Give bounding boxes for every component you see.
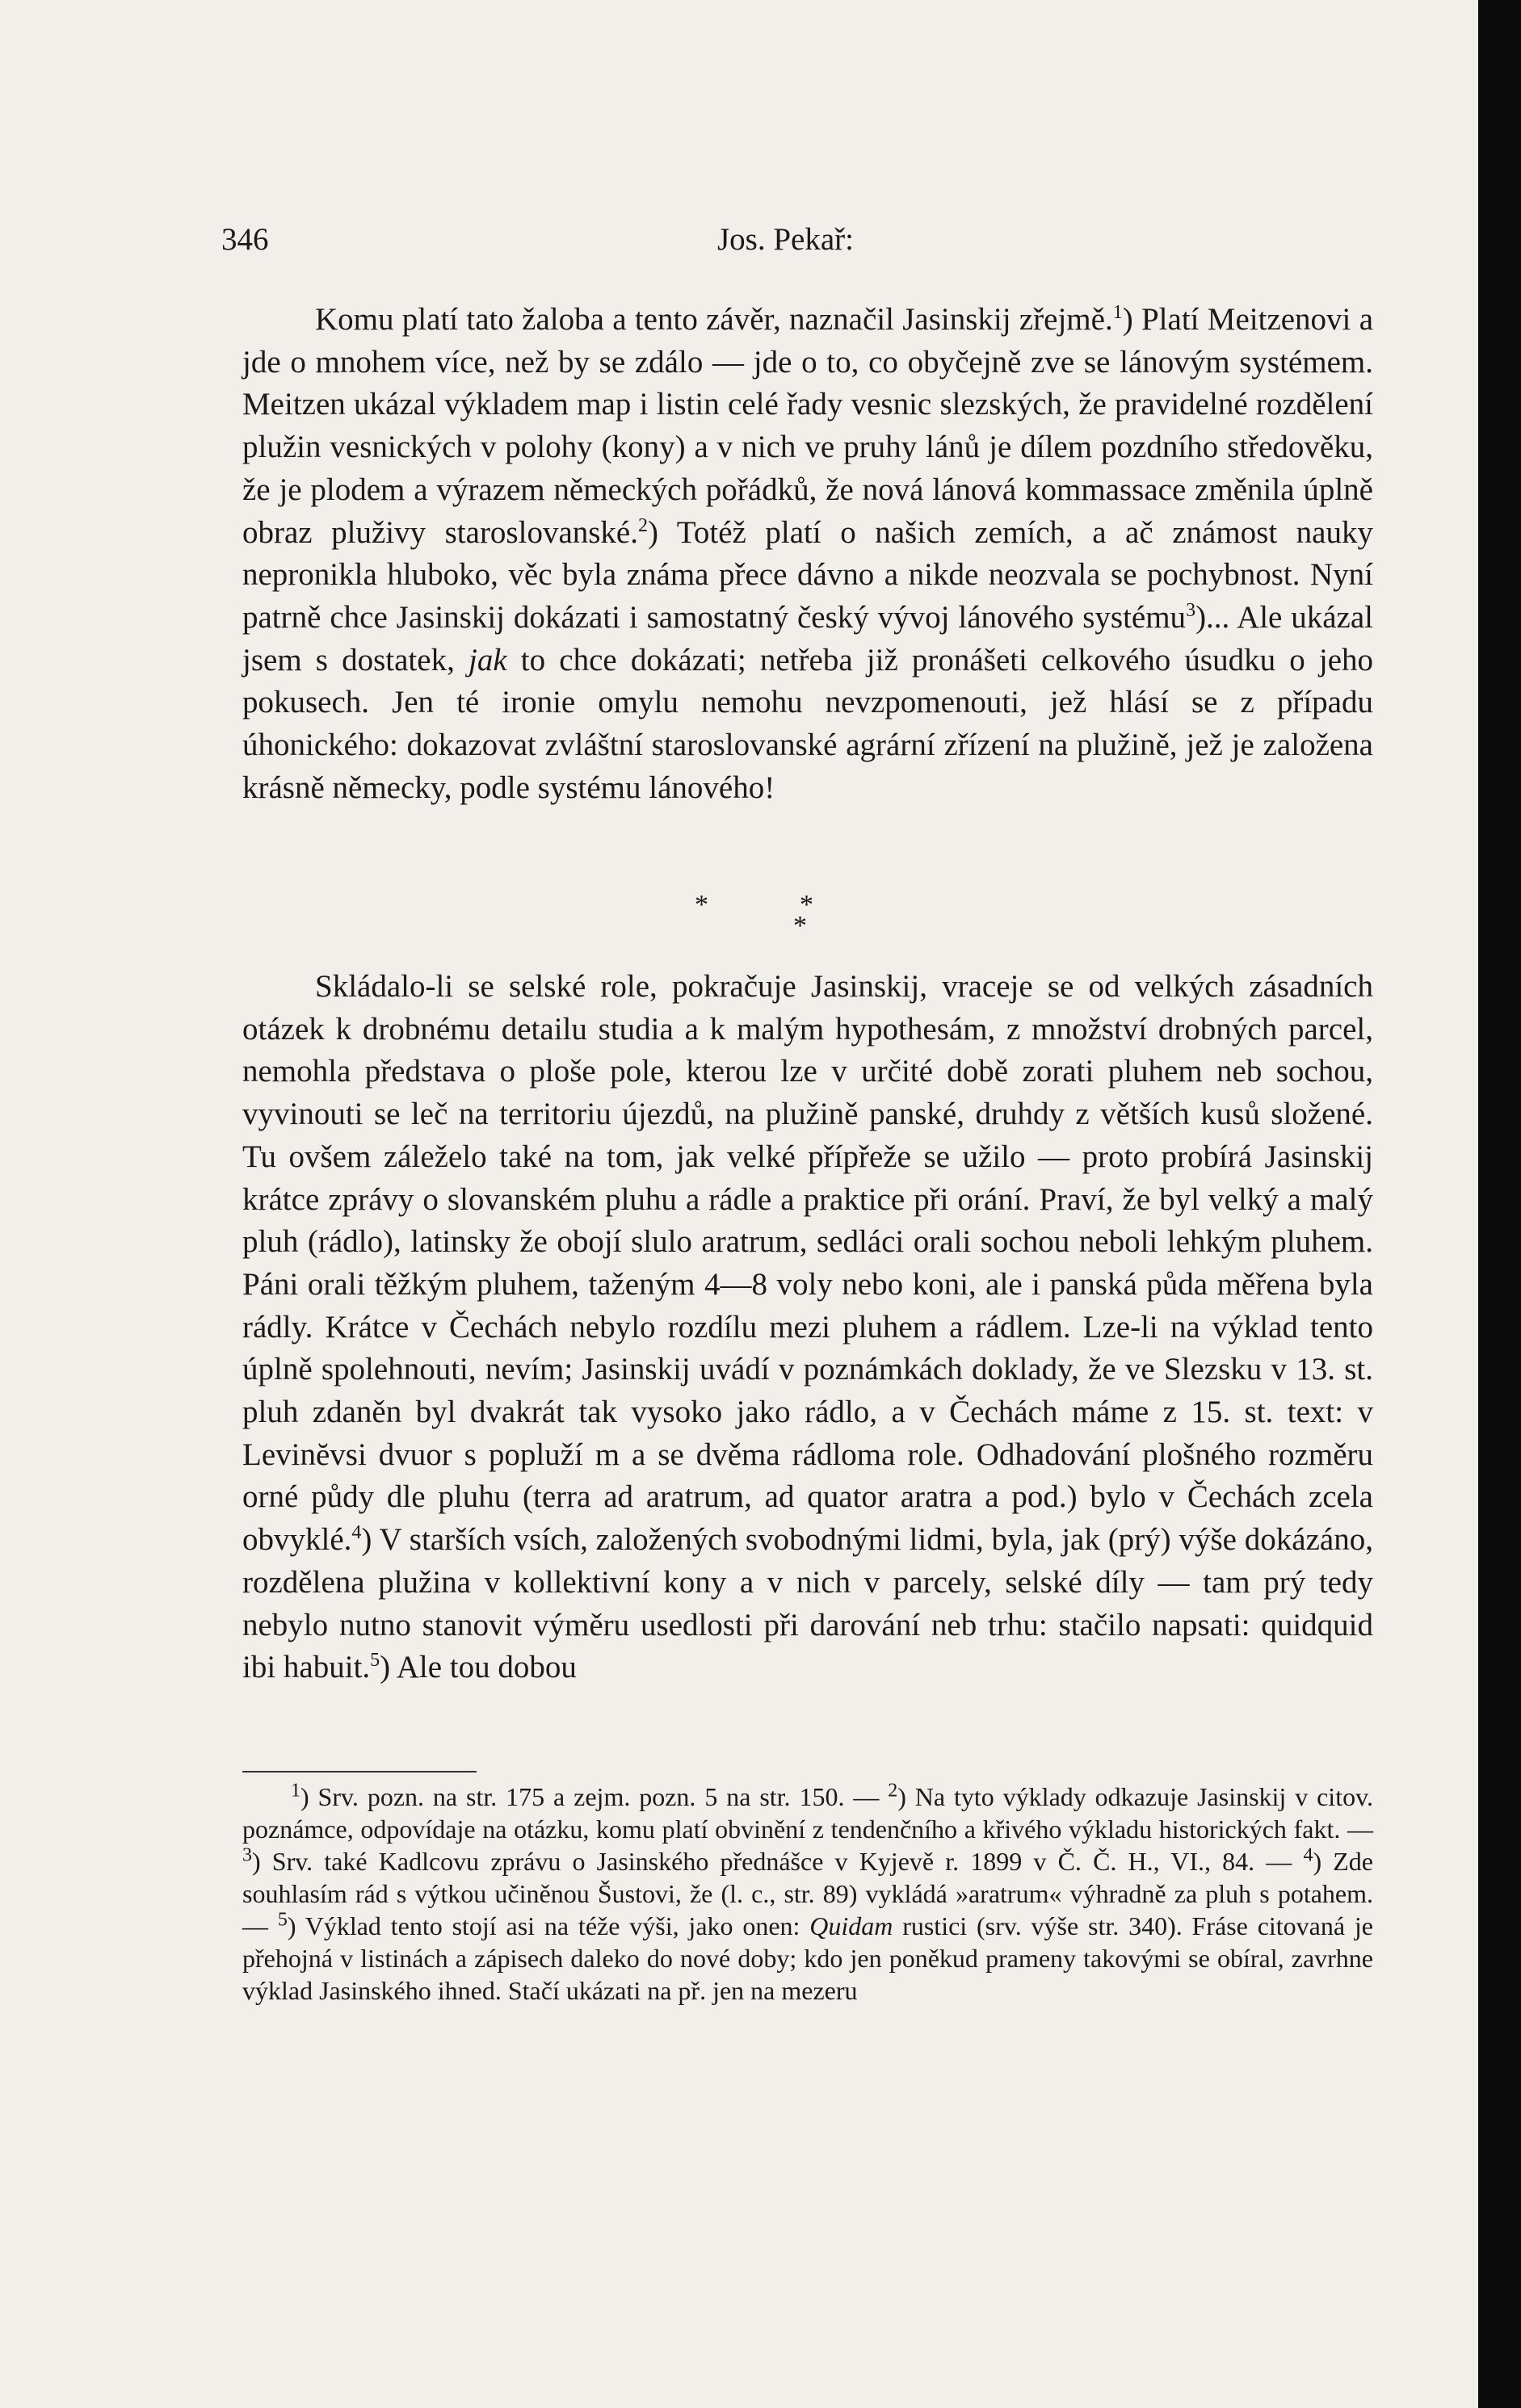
- p1-part-d: )... Ale ukázal jsem s dostatek,: [242, 599, 1373, 678]
- page-number: 346: [221, 222, 269, 257]
- footnote-ref-3: 3: [1186, 599, 1196, 621]
- p1-part-e: to chce dokázati; netřeba již pronášeti celkového úsudku o jeho pokusech. Jen té ironie omylu nemohu nevzpomenouti, jež hlásí se z případu úhonického: dokazovat zvláštní staroslovanské agrární zřízení na plužině, jež je založena krásně německy, podle systému lánového!: [242, 642, 1374, 805]
- p2-part-c: ) Ale tou dobou: [380, 1650, 577, 1685]
- p1-part-a: Komu platí tato žaloba a tento závěr, naznačil Jasinskij zřejmě.: [315, 302, 1113, 337]
- footnote-1: ) Srv. pozn. na str. 175 a zejm. pozn. 5 na str. 150. —: [300, 1782, 889, 1811]
- footnote-ref-5: 5: [370, 1650, 380, 1672]
- footnote-5a: ) Výklad tento stojí asi na téže výši, jako onen:: [287, 1911, 810, 1940]
- footnote-ref-2: 2: [638, 514, 648, 536]
- section-separator: [695, 890, 872, 941]
- footnotes: [242, 1781, 1373, 2007]
- asterisk: *: [793, 911, 807, 941]
- footnote-divider: [242, 1771, 477, 1772]
- paragraph-2-text: [242, 966, 1373, 1689]
- paragraph-2: [242, 966, 1373, 1689]
- footnote-number-4: 4: [1303, 1844, 1313, 1866]
- asterisk: *: [800, 890, 813, 920]
- emphasis-quidam: Quidam: [809, 1911, 893, 1940]
- p2-part-b: ) V starších vsích, založených svobodnými lidmi, byla, jak (prý) výše dokázáno, rozdělena plužina v kollektivní kony a v nich v parcely, selské díly — tam prý tedy nebylo nutno stanovit výměru usedlosti při darování neb trhu: stačilo napsati: quidquid ibi habuit.: [242, 1522, 1373, 1685]
- paragraph-1-text: [242, 299, 1373, 809]
- footnote-4: ) Zde souhlasím rád s výtkou učiněnou Šustovi, že (l. c., str. 89) vykládá »aratrum« výhradně za pluh s potahem. —: [242, 1847, 1374, 1940]
- footnote-2: ) Na tyto výklady odkazuje Jasinskij v citov. poznámce, odpovídaje na otázku, komu platí obvinění z tendenčního a křivého výkladu historických fakt. —: [242, 1782, 1374, 1844]
- footnote-ref-1: 1: [1112, 302, 1123, 323]
- footnote-ref-4: 4: [351, 1522, 362, 1544]
- footnote-number-2: 2: [888, 1780, 898, 1802]
- footnote-3: ) Srv. také Kadlcovu zprávu o Jasinského přednášce v Kyjevě r. 1899 v Č. Č. H., VI., 84. —: [252, 1847, 1304, 1876]
- scan-border: [1478, 0, 1521, 2408]
- footnote-number-1: 1: [291, 1780, 300, 1802]
- emphasis-jak: jak: [468, 642, 507, 678]
- p1-part-b: ) Platí Meitzenovi a jde o mnohem více, než by se zdálo — jde o to, co obyčejně zve se lánovým systémem. Meitzen ukázal výkladem map i listin celé řady vesnic slezských, že pravidelné rozdělení plužin vesnických v polohy (kony) a v nich ve pruhy lánů je dílem pozdního středověku, že je plodem a výrazem německých pořádků, že nová lánová kommassace změnila úplně obraz pluživy staroslovanské.: [242, 302, 1373, 550]
- page-header: [0, 221, 1478, 262]
- footnote-number-5: 5: [277, 1909, 288, 1931]
- p1-part-c: ) Totéž platí o našich zemích, a ač známost nauky nepronikla hluboko, věc byla známa přece dávno a nikde neozvala se pochybnost. Nyní patrně chce Jasinskij dokázati i samostatný český vývoj lánového systému: [242, 514, 1373, 635]
- p2-part-a: Skládalo-li se selské role, pokračuje Jasinskij, vraceje se od velkých zásadních otázek k drobnému detailu studia a k malým hypothesám, z množství drobných parcel, nemohla představa o ploše pole, kterou lze v určité době zorati pluhem neb sochou, vyvinouti se leč na territoriu újezdů, na plužině panské, druhdy z větších kusů složené. Tu ovšem záleželo také na tom, jak velké přípřeže se užilo — proto probírá Jasinskij krátce zprávy o slovanském pluhu a rádle a praktice při orání. Praví, že byl velký a malý pluh (rádlo), latinsky že obojí slulo aratrum, sedláci orali sochou neboli lehkým pluhem. Páni orali těžkým pluhem, taženým 4—8 voly nebo koni, ale i panská půda měřena byla rádly. Krátce v Čechách nebylo rozdílu mezi pluhem a rádlem. Lze-li na výklad tento úplně spolehnouti, nevím; Jasinskij uvádí v poznámkách doklady, že ve Slezsku v 13. st. pluh zdaněn byl dvakrát tak vysoko jako rádlo, a v Čechách máme z 15. st. text: v Levinĕvsi dvuor s popluží m a se dvěma rádloma role. Odhadování plošného rozměru orné půdy dle pluhu (terra ad aratrum, ad quator aratra a pod.) bylo v Čechách zcela obvyklé.: [242, 969, 1373, 1558]
- footnote-number-3: 3: [242, 1844, 252, 1866]
- paragraph-1: [242, 299, 1373, 809]
- running-head: Jos. Pekař:: [717, 222, 854, 257]
- footnote-5b: rustici (srv. výše str. 340). Fráse citovaná je přehojná v listinách a zápisech daleko do nové doby; kdo jen poněkud prameny takovými se obíral, zavrhne výklad Jasinského ihned. Stačí ukázati na př. jen na mezeru: [242, 1911, 1374, 2005]
- asterisk: *: [695, 890, 708, 920]
- footnotes-text: [242, 1781, 1373, 2007]
